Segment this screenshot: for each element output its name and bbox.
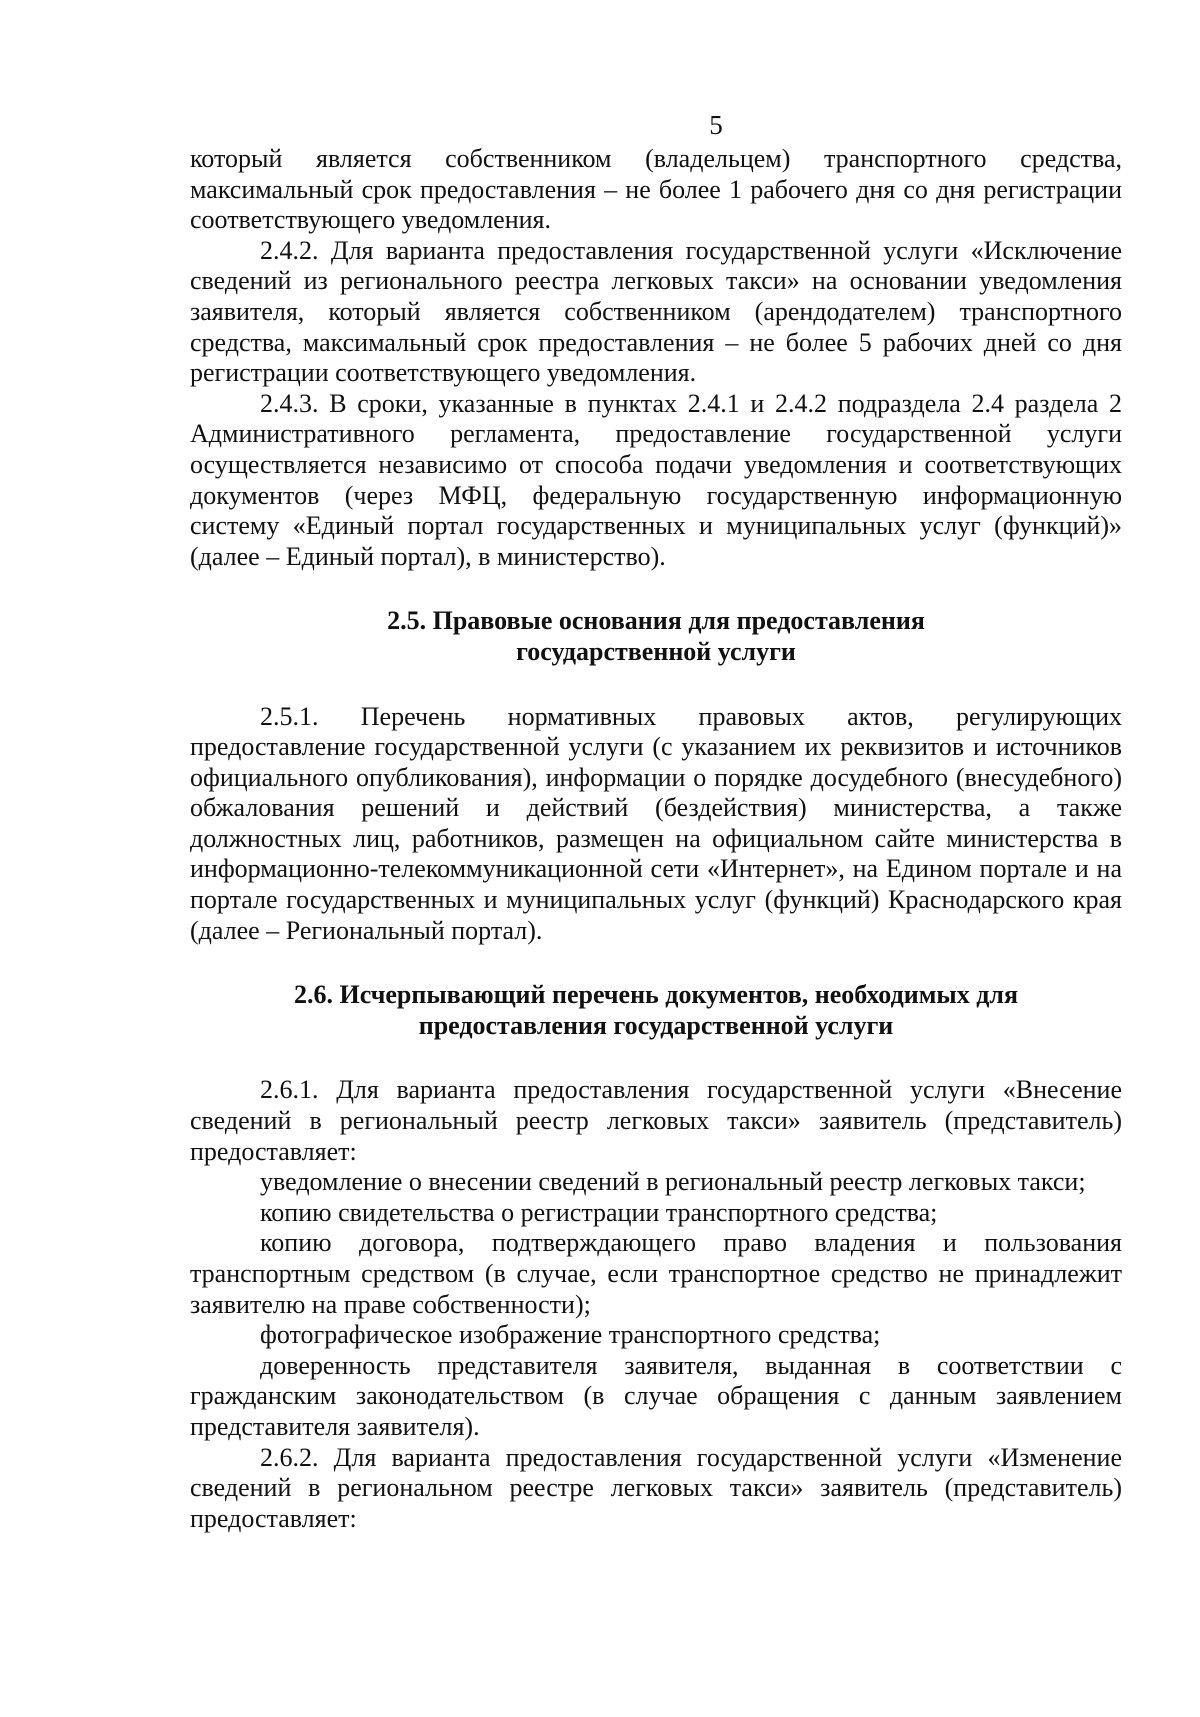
list-item-notification: уведомление о внесении сведений в региональный реестр легковых такси; — [260, 1167, 1086, 1197]
document-page — [190, 110, 1122, 1534]
section-25-heading-line1: 2.5. Правовые основания для предоставления — [387, 606, 925, 636]
section-26-heading-line1: 2.6. Исчерпывающий перечень документов, необходимых для — [293, 980, 1019, 1010]
page-number: 5 — [709, 110, 723, 140]
list-item-contract-copy: копию договора, подтверждающего право владения и пользования транспортным средством (в случае, если транспортное средство не принадлежит заявителю на праве собственности); — [190, 1228, 1122, 1319]
list-item-photo: фотографическое изображение транспортного средства; — [260, 1320, 881, 1350]
list-item-power-of-attorney: доверенность представителя заявителя, выданная в соответствии с гражданским законодательством (в случае обращения с данным заявлением представителя заявителя). — [190, 1350, 1122, 1441]
list-item-registration-copy: копию свидетельства о регистрации транспортного средства; — [260, 1197, 938, 1227]
section-25-heading-line2: государственной услуги — [516, 636, 796, 666]
paragraph-262: 2.6.2. Для варианта предоставления государственной услуги «Изменение сведений в региональном реестре легковых такси» заявитель (представитель) предоставляет: — [190, 1442, 1122, 1533]
section-26-heading-line2: предоставления государственной услуги — [418, 1010, 894, 1040]
paragraph-261: 2.6.1. Для варианта предоставления государственной услуги «Внесение сведений в региональный реестр легковых такси» заявитель (представитель) предоставляет: — [190, 1075, 1122, 1166]
paragraph-241-tail: который является собственником (владельцем) транспортного средства, максимальный срок предоставления – не более 1 рабочего дня со дня регистрации соответствующего уведомления. — [190, 144, 1122, 235]
section-26-heading — [190, 980, 1122, 1041]
paragraph-243: 2.4.3. В сроки, указанные в пунктах 2.4.1 и 2.4.2 подраздела 2.4 раздела 2 Административного регламента, предоставление государственной услуги осуществляется независимо от способа подачи уведомления и соответствующих документов (через МФЦ, федеральную государственную информационную систему «Единый портал государственных и муниципальных услуг (функций)» (далее – Единый портал), в министерство). — [190, 388, 1122, 571]
paragraph-251: 2.5.1. Перечень нормативных правовых актов, регулирующих предоставление государственной услуги (с указанием их реквизитов и источников официального опубликования), информации о порядке досудебного (внесудебного) обжалования решений и действий (бездействия) министерства, а также должностных лиц, работников, размещен на официальном сайте министерства в информационно-телекоммуникационной сети «Интернет», на Едином портале и на портале государственных и муниципальных услуг (функций) Краснодарского края (далее – Региональный портал). — [190, 701, 1122, 945]
section-24-continuation — [190, 144, 1122, 572]
section-26-body — [190, 1075, 1122, 1534]
section-25-body — [190, 702, 1122, 947]
paragraph-242: 2.4.2. Для варианта предоставления государственной услуги «Исключение сведений из регионального реестра легковых такси» на основании уведомления заявителя, который является собственником (арендодателем) транспортного средства, максимальный срок предоставления – не более 5 рабочих дней со дня регистрации соответствующего уведомления. — [190, 235, 1122, 388]
section-25-heading — [190, 606, 1122, 667]
